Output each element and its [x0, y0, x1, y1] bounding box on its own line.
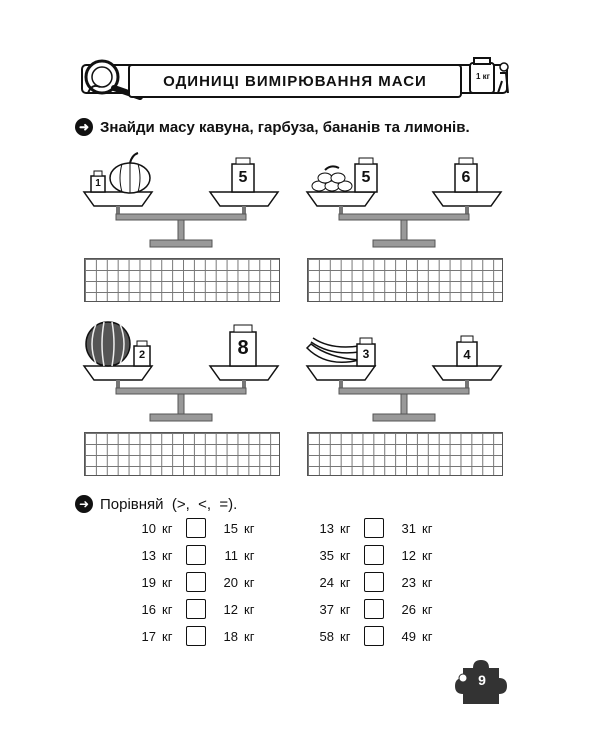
task2-instruction: Порівняй (>, <, =). — [100, 495, 238, 513]
watermelon-icon — [86, 322, 130, 366]
answer-box[interactable] — [186, 545, 206, 565]
scale-4-right-weight: 4 — [463, 347, 471, 362]
bananas-icon — [307, 338, 359, 362]
lemons-icon — [312, 166, 352, 191]
compare-row: 13 кг 31 кг — [308, 518, 442, 538]
scale-3-right-weight: 8 — [237, 337, 249, 359]
scale-4 — [305, 318, 505, 430]
compare-row: 13 кг 11 кг — [130, 545, 264, 565]
compare-row: 35 кг 12 кг — [308, 545, 442, 565]
scale-3 — [82, 318, 282, 430]
answer-box[interactable] — [186, 599, 206, 619]
scale-1-right-weight: 5 — [238, 169, 248, 186]
scale-1 — [82, 140, 282, 252]
answer-box[interactable] — [364, 518, 384, 538]
answer-box[interactable] — [364, 626, 384, 646]
compare-row: 24 кг 23 кг — [308, 572, 442, 592]
page-number: 9 — [478, 672, 486, 688]
answer-grid-3[interactable] — [84, 432, 280, 476]
arrow-right-icon: ➜ — [75, 495, 93, 513]
task1-instruction-row — [75, 118, 470, 136]
answer-grid-4[interactable] — [307, 432, 503, 476]
answer-box[interactable] — [364, 599, 384, 619]
answer-grid-2[interactable] — [307, 258, 503, 302]
page-title: ОДИНИЦІ ВИМІРЮВАННЯ МАСИ — [128, 64, 462, 98]
answer-box[interactable] — [364, 545, 384, 565]
scale-2 — [305, 140, 505, 252]
scale-1-left-weight: 1 — [95, 178, 101, 189]
scale-4-left-weight: 3 — [362, 347, 370, 361]
answer-box[interactable] — [186, 572, 206, 592]
answer-box[interactable] — [186, 626, 206, 646]
weight-badge: 1 кг — [475, 72, 490, 81]
arrow-right-icon: ➜ — [75, 118, 93, 136]
compare-row: 16 кг 12 кг — [130, 599, 264, 619]
compare-row: 37 кг 26 кг — [308, 599, 442, 619]
scale-2-left-weight: 5 — [361, 169, 371, 186]
compare-row: 58 кг 49 кг — [308, 626, 442, 646]
compare-row: 19 кг 20 кг — [130, 572, 264, 592]
answer-box[interactable] — [186, 518, 206, 538]
scale-2-right-weight: 6 — [461, 169, 471, 186]
answer-grid-1[interactable] — [84, 258, 280, 302]
compare-row: 10 кг 15 кг — [130, 518, 264, 538]
scale-3-left-weight: 2 — [138, 349, 146, 361]
compare-row: 17 кг 18 кг — [130, 626, 264, 646]
task2-instruction-row — [75, 495, 237, 513]
answer-box[interactable] — [364, 572, 384, 592]
task1-instruction: Знайди масу кавуна, гарбуза, бананів та лимонів. — [100, 118, 470, 136]
pumpkin-icon — [110, 153, 150, 193]
